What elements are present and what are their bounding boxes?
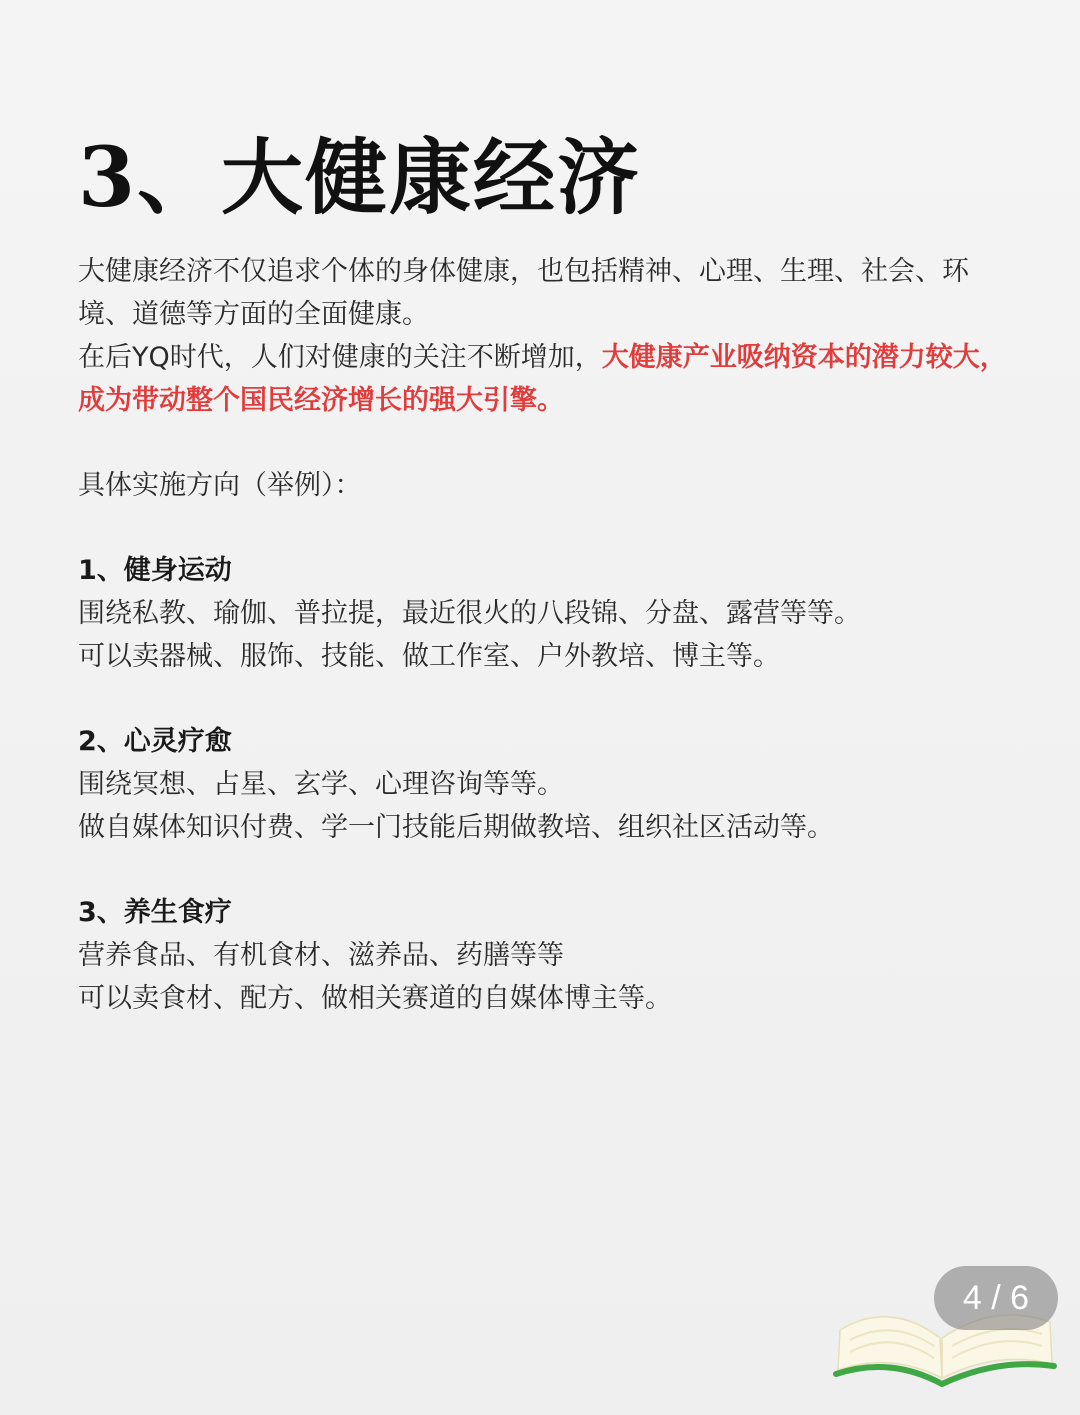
- intro-line-1: 大健康经济不仅追求个体的身体健康，也包括精神、心理、生理、社会、环: [78, 256, 969, 287]
- section-heading-diet: 3、养生食疗: [78, 897, 232, 928]
- section-fitness-line-2: 可以卖器械、服饰、技能、做工作室、户外教培、博主等。: [78, 641, 780, 672]
- intro-line-2: 境、道德等方面的全面健康。: [78, 299, 429, 330]
- section-diet-line-2: 可以卖食材、配方、做相关赛道的自媒体博主等。: [78, 983, 672, 1014]
- section-healing-line-2: 做自媒体知识付费、学一门技能后期做教培、组织社区活动等。: [78, 812, 834, 843]
- intro-line-3: [78, 336, 1038, 379]
- intro-line-3-plain: 在后YQ时代，人们对健康的关注不断增加，: [78, 342, 602, 373]
- section-diet-line-1: 营养食品、有机食材、滋养品、药膳等等: [78, 940, 564, 971]
- section-healing-line-1: 围绕冥想、占星、玄学、心理咨询等等。: [78, 769, 564, 800]
- section-fitness-line-1: 围绕私教、瑜伽、普拉提，最近很火的八段锦、分盘、露营等等。: [78, 598, 861, 629]
- section-heading-healing: 2、心灵疗愈: [78, 726, 232, 757]
- page-counter: 4 / 6: [934, 1266, 1058, 1330]
- page-title: 3、大健康经济: [78, 130, 642, 226]
- intro-highlight-1: 大健康产业吸纳资本的潜力较大，: [601, 342, 1007, 373]
- intro-highlight-2: 成为带动整个国民经济增长的强大引擎。: [78, 385, 564, 416]
- article-body: [78, 250, 1038, 1020]
- section-heading-fitness: 1、健身运动: [78, 555, 232, 586]
- directions-label: 具体实施方向（举例）：: [78, 470, 362, 501]
